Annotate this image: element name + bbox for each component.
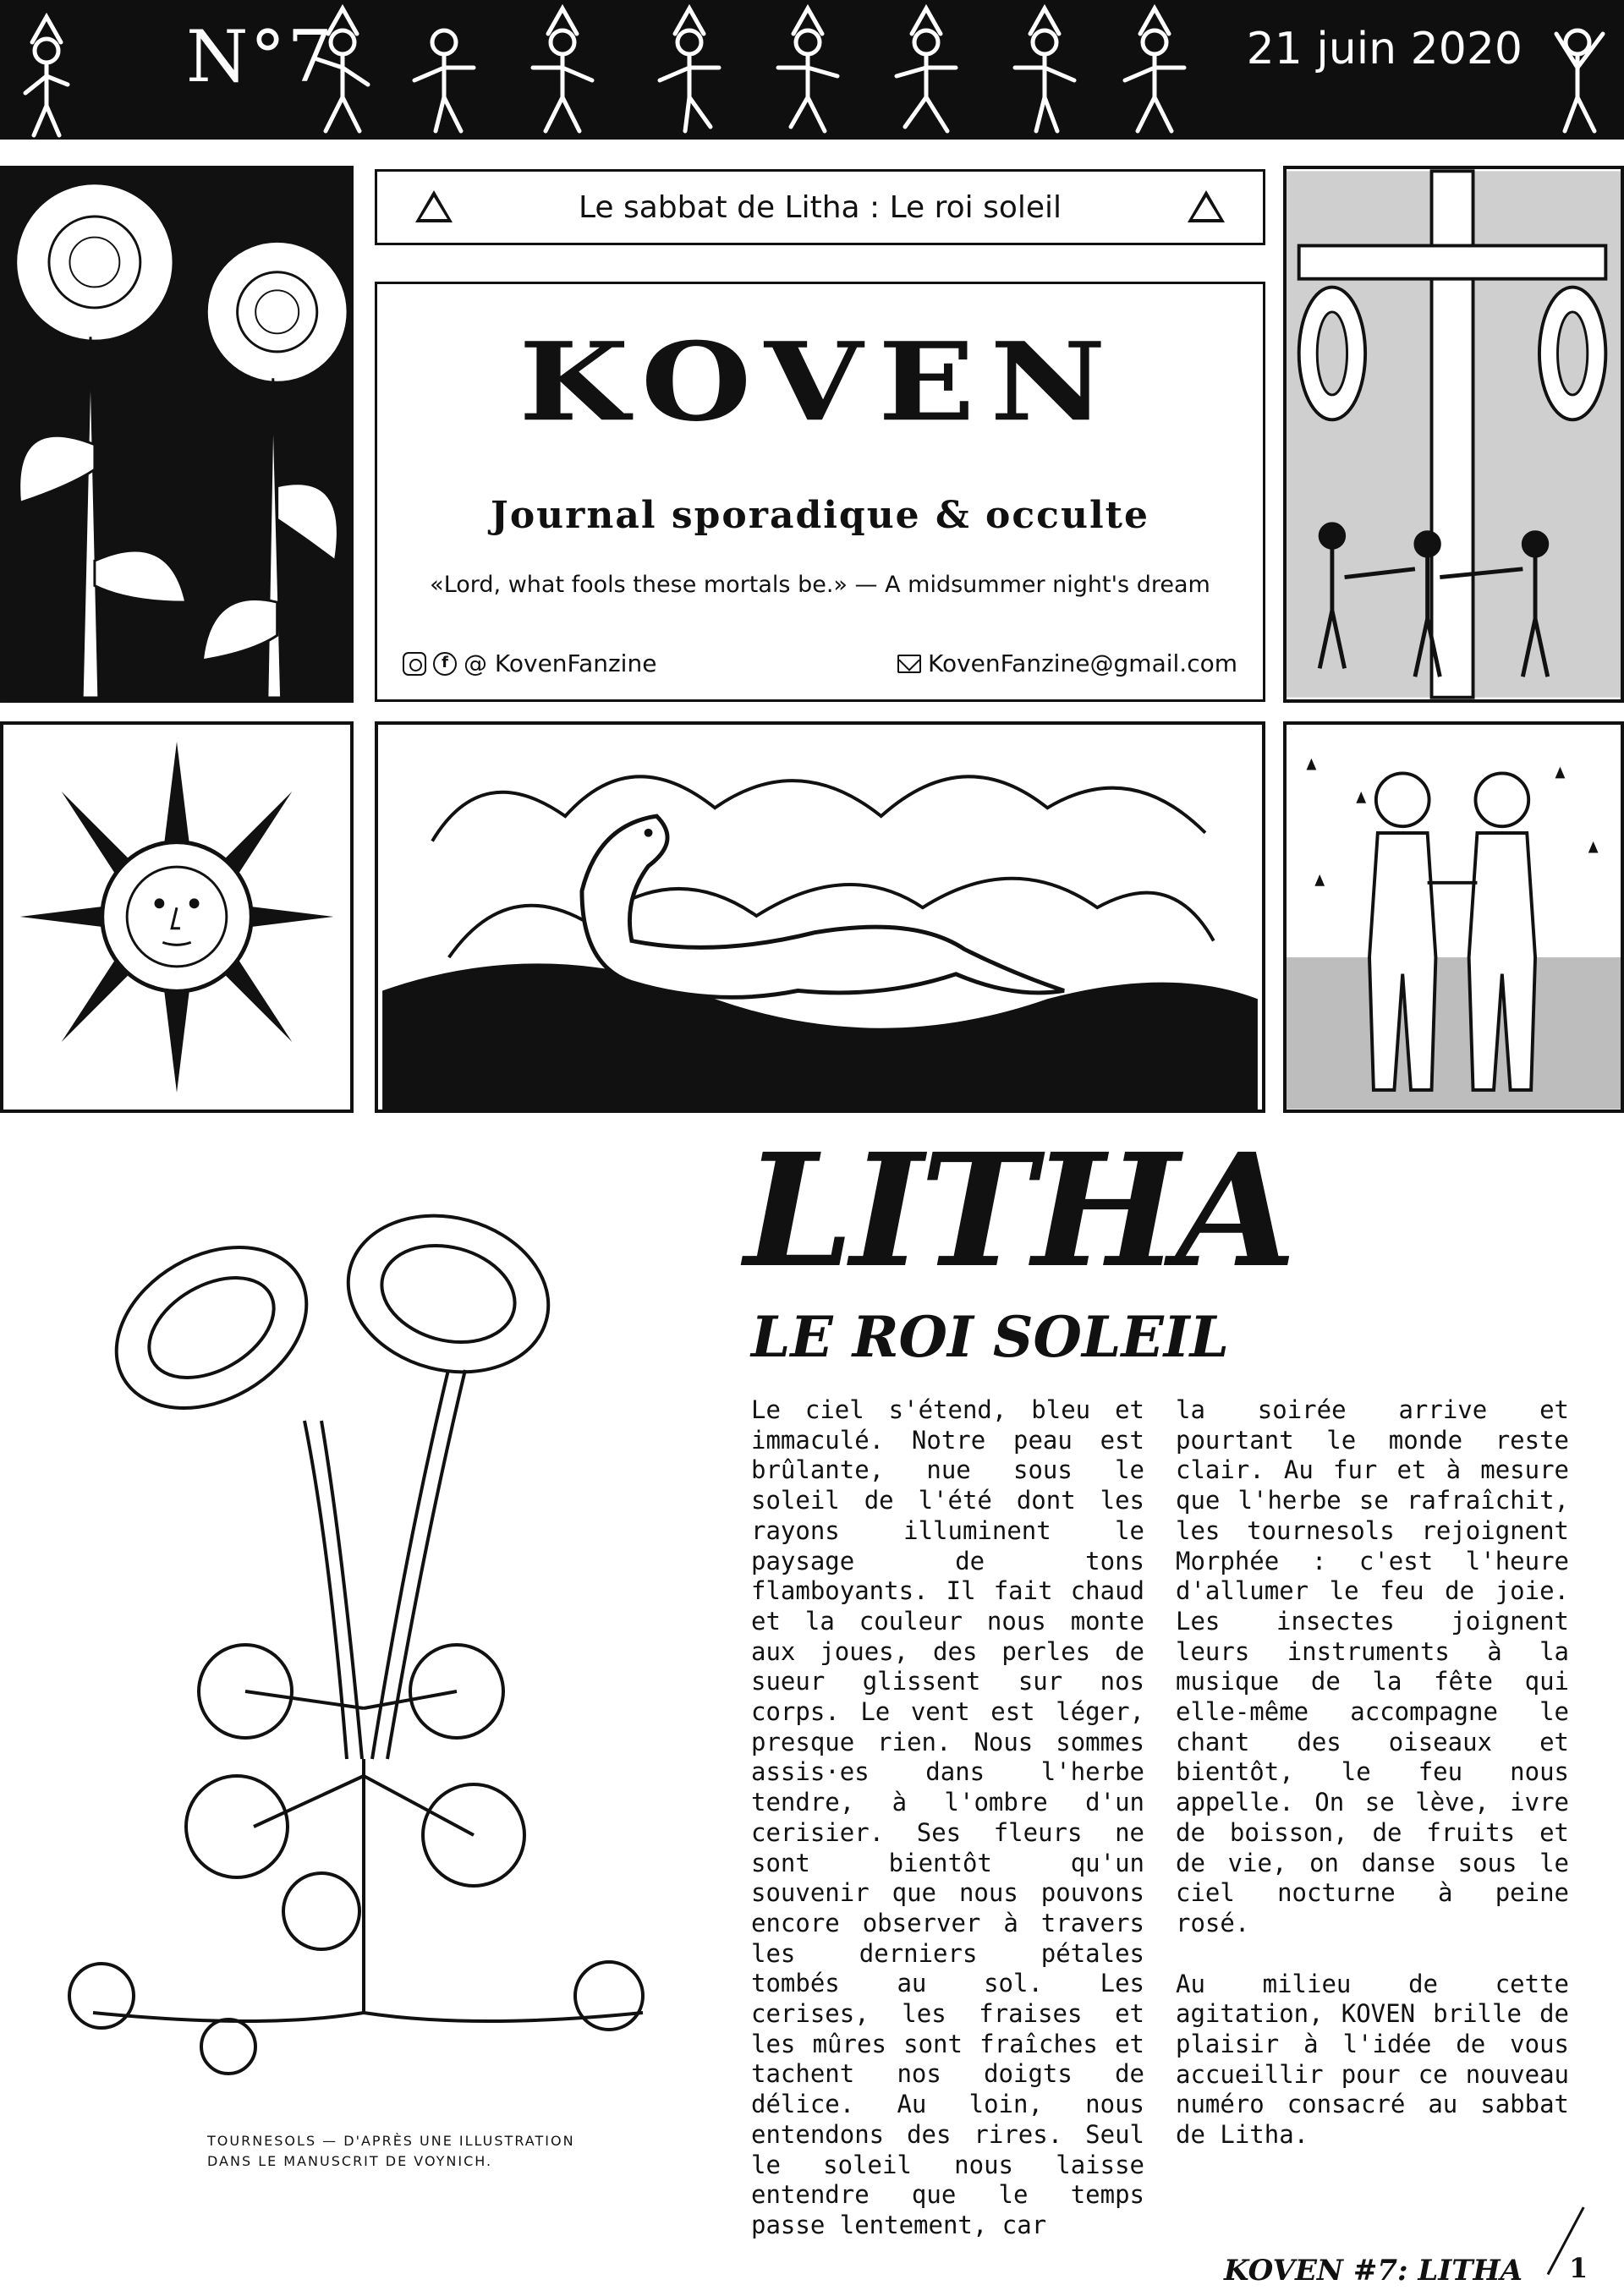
journal-subtitle: Journal sporadique & occulte — [491, 494, 1149, 537]
sun-face-panel — [0, 721, 354, 1113]
sunflower-illustration — [3, 169, 350, 699]
social-links — [403, 649, 656, 677]
figures-panel — [1283, 721, 1624, 1113]
illustration-caption: TOURNESOLS — D'APRÈS UNE ILLUSTRATION DANS LE MANUSCRIT DE VOYNICH. — [207, 2133, 575, 2169]
masthead — [375, 282, 1265, 702]
sunflower-line-illustration — [51, 1167, 694, 2106]
sabbat-banner — [375, 169, 1265, 245]
article-column-1 — [751, 1395, 1144, 2271]
issue-number: N°7 — [186, 15, 334, 98]
paragraph: Le ciel s'étend, bleu et immaculé. Notre peau est brûlante, nue sous le soleil de l'été dont les rayons illuminent le paysage de tons flamboyants. Il fait chaud et la couleur nous monte aux joues, des perles de sueur glissent sur nos corps. Le vent est léger, presque rien. Nous sommes assis·es dans l'herbe tendre, à l'ombre d'un cerisier. Ses fleurs ne sont bientôt qu'un souvenir que nous pouvons encore observer à travers les derniers pétales tombés au sol. Les cerises, les fraises et les mûres sont fraîches et tachent nos doigts de délice. Au loin, nous entendons des rires. Seul le soleil nous laisse entendre que le temps passe lentement, car — [751, 1395, 1144, 2239]
sun-face-illustration — [3, 725, 350, 1110]
salamander-fire-panel — [375, 721, 1265, 1113]
dancing-figures-band — [0, 0, 1624, 140]
email-contact — [897, 649, 1237, 677]
triangle-left-icon — [415, 190, 453, 222]
article-column-2 — [1176, 1395, 1569, 2181]
two-figures-illustration — [1287, 725, 1621, 1110]
sabbat-banner-text: Le sabbat de Litha : Le roi soleil — [578, 189, 1062, 225]
maypole-illustration — [1287, 169, 1621, 699]
instagram-icon[interactable] — [403, 652, 426, 676]
logo: KOVEN — [518, 319, 1122, 446]
email-address[interactable]: KovenFanzine@gmail.com — [928, 649, 1237, 677]
mail-icon — [897, 655, 921, 673]
salamander-illustration — [378, 725, 1262, 1110]
voynich-sunflower-drawing — [51, 1167, 694, 2106]
facebook-icon[interactable]: f — [433, 652, 457, 676]
maypole-panel — [1283, 166, 1624, 703]
sunflowers-panel — [0, 166, 354, 703]
running-title: KOVEN #7: LITHA — [1223, 2254, 1522, 2288]
paragraph: la soirée arrive et pourtant le monde reste clair. Au fur et à mesure que l'herbe se rafraîchit, les tournesols rejoignent Morphée : c'est l'heure d'allumer le feu de joie. Les insectes joignent leurs instruments à la musique de la fête qui elle-même accompagne le chant des oiseaux et bientôt, le feu nous appelle. On se lève, ivre de boisson, de fruits et de vie, on danse sous le ciel nocturne à peine rosé. — [1176, 1395, 1569, 1937]
epigraph-quote: «Lord, what fools these mortals be.» — A midsummer night's dream — [430, 572, 1210, 598]
issue-date: 21 juin 2020 — [1246, 24, 1522, 74]
article-subtitle: LE ROI SOLEIL — [751, 1304, 1230, 1370]
social-handle[interactable]: @ KovenFanzine — [464, 649, 657, 677]
page-number: 1 — [1569, 2252, 1588, 2284]
triangle-right-icon — [1188, 190, 1225, 222]
article-title: LITHA — [744, 1120, 1293, 1302]
paragraph: Au milieu de cette agitation, KOVEN brille de plaisir à l'idée de vous accueillir pour ce nouveau numéro consacré au sabbat de Litha. — [1176, 1969, 1569, 2150]
